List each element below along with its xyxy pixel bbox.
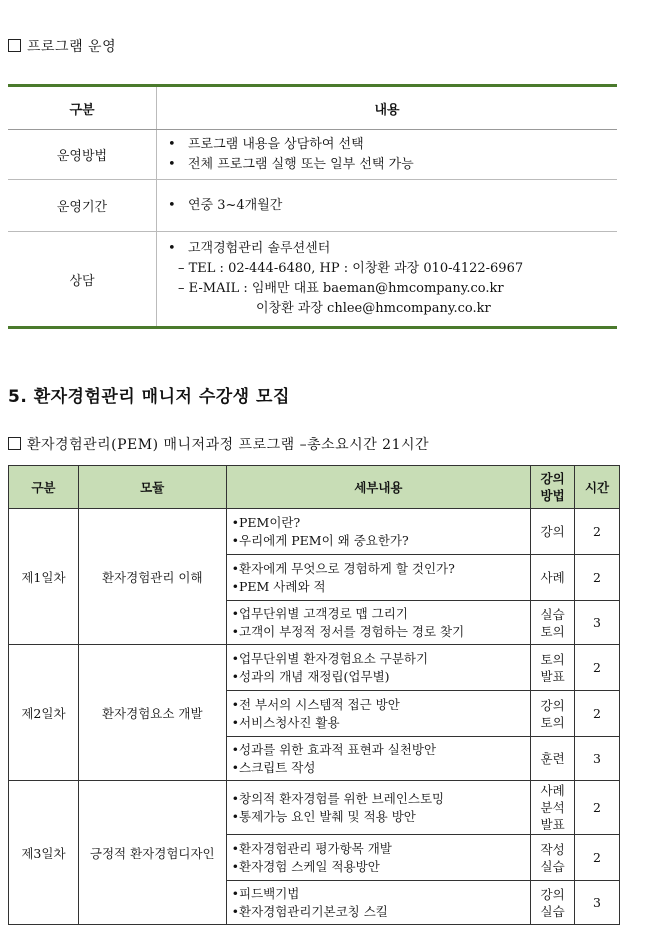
bullet-item: • 고객경험관리 솔루션센터 (188, 239, 616, 259)
table-row (8, 180, 617, 232)
detail-line: •PEM 사례와 적 (231, 578, 326, 594)
method-line: 실습 (540, 606, 565, 622)
bullet-item: • 전체 프로그램 실행 또는 일부 선택 가능 (188, 155, 616, 175)
method-line: 발표 (540, 668, 565, 684)
hours-cell: 2 (575, 555, 620, 601)
detail-line: •고객이 부정적 정서를 경험하는 경로 찾기 (231, 623, 465, 639)
col-method: 강의 방법 (531, 466, 575, 509)
detail-line: •성과를 위한 효과적 표현과 실천방안 (231, 741, 437, 757)
detail-line: •서비스청사진 활용 (231, 714, 340, 730)
detail-line: •전 부서의 시스템적 접근 방안 (231, 696, 400, 712)
hours-cell: 3 (575, 881, 620, 925)
module-cell: 긍정적 환자경험디자인 (78, 781, 226, 925)
tel-line: – TEL : 02-444-6480, HP : 이창환 과장 010-4122-6967 (178, 261, 524, 276)
section-title: 5. 환자경험관리 매니저 수강생 모집 (8, 387, 290, 407)
pem-program-header: 환자경험관리(PEM) 매니저과정 프로그램 –총소요시간 21시간 (8, 434, 429, 454)
module-cell: 환자경험요소 개발 (78, 645, 226, 781)
detail-line: •스크립트 작성 (231, 759, 316, 775)
hours-cell: 2 (575, 781, 620, 835)
method-cell (531, 737, 575, 781)
col-hours: 시간 (575, 466, 620, 509)
table-row (8, 232, 617, 328)
method-line: 강의 (540, 697, 565, 713)
col-category: 구분 (9, 466, 79, 509)
hours-cell: 2 (575, 835, 620, 881)
hours-cell: 2 (575, 691, 620, 737)
method-line: 실습 (540, 903, 565, 919)
method-line: 사례 (540, 570, 565, 585)
detail-line: •환자에게 무엇으로 경험하게 할 것인가? (231, 560, 455, 576)
row-content (157, 232, 618, 328)
checkbox-square-icon (8, 437, 21, 450)
table-header-row (8, 86, 617, 130)
details-cell (226, 555, 530, 601)
details-cell (226, 737, 530, 781)
method-cell (531, 601, 575, 645)
method-cell (531, 781, 575, 835)
bullet-item: • 연중 3~4개월간 (188, 196, 616, 216)
row-label: 운영방법 (8, 130, 157, 180)
table-row (9, 509, 620, 555)
method-line: 강의 (540, 886, 565, 902)
method-line: 토의 (540, 651, 565, 667)
method-cell (531, 691, 575, 737)
detail-line: •환자경험 스케일 적용방안 (231, 858, 380, 874)
detail-line: •창의적 환자경험를 위한 브레인스토밍 (231, 790, 445, 806)
method-cell (531, 881, 575, 925)
detail-line: •환자경험관리 평가항목 개발 (231, 840, 392, 856)
day-cell: 제2일차 (9, 645, 79, 781)
col-module: 모듈 (78, 466, 226, 509)
method-line: 강의 (540, 524, 565, 539)
program-ops-header: 프로그램 운영 (8, 36, 116, 56)
method-cell (531, 645, 575, 691)
checkbox-square-icon (8, 39, 21, 52)
col-content: 내용 (157, 86, 618, 130)
details-cell (226, 509, 530, 555)
detail-line: •통제가능 요인 발췌 및 적용 방안 (231, 808, 416, 824)
detail-line: •업무단위별 환자경험요소 구분하기 (231, 650, 429, 666)
method-line: 분석 (540, 800, 565, 815)
program-ops-table (8, 84, 617, 329)
row-content (157, 180, 618, 232)
method-cell (531, 555, 575, 601)
hours-cell: 3 (575, 737, 620, 781)
method-cell (531, 509, 575, 555)
details-cell (226, 691, 530, 737)
method-line: 발표 (540, 817, 565, 832)
pem-program-table (8, 465, 620, 925)
hours-cell: 2 (575, 645, 620, 691)
detail-line: •업무단위별 고객경로 맵 그리기 (231, 605, 408, 621)
email-line: – E-MAIL : 임배만 대표 baeman@hmcompany.co.kr (178, 281, 504, 296)
detail-line: •피드백기법 (231, 885, 300, 901)
details-cell (226, 601, 530, 645)
day-cell: 제1일차 (9, 509, 79, 645)
module-cell: 환자경험관리 이해 (78, 509, 226, 645)
col-details: 세부내용 (226, 466, 530, 509)
table-row (9, 645, 620, 691)
day-cell: 제3일차 (9, 781, 79, 925)
method-line: 토의 (540, 623, 565, 639)
table-row (8, 130, 617, 180)
row-label: 상담 (8, 232, 157, 328)
table-header-row (9, 466, 620, 509)
table-row (9, 781, 620, 835)
detail-line: •성과의 개념 재정립(업무별) (231, 668, 390, 684)
email-line-2: 이창환 과장 chlee@hmcompany.co.kr (256, 301, 491, 316)
method-line: 토의 (540, 714, 565, 730)
col-category: 구분 (8, 86, 157, 130)
details-cell (226, 781, 530, 835)
detail-line: •우리에게 PEM이 왜 중요한가? (231, 532, 409, 548)
row-content (157, 130, 618, 180)
hours-cell: 2 (575, 509, 620, 555)
method-line: 실습 (540, 858, 565, 874)
method-line: 훈련 (540, 751, 565, 766)
bullet-item: • 프로그램 내용을 상담하여 선택 (188, 135, 616, 155)
method-cell (531, 835, 575, 881)
detail-line: •환자경험관리기본코칭 스킬 (231, 903, 388, 919)
method-line: 사례 (540, 783, 565, 798)
details-cell (226, 835, 530, 881)
detail-line: •PEM이란? (231, 514, 301, 530)
details-cell (226, 881, 530, 925)
method-line: 작성 (540, 841, 565, 857)
row-label: 운영기간 (8, 180, 157, 232)
details-cell (226, 645, 530, 691)
hours-cell: 3 (575, 601, 620, 645)
